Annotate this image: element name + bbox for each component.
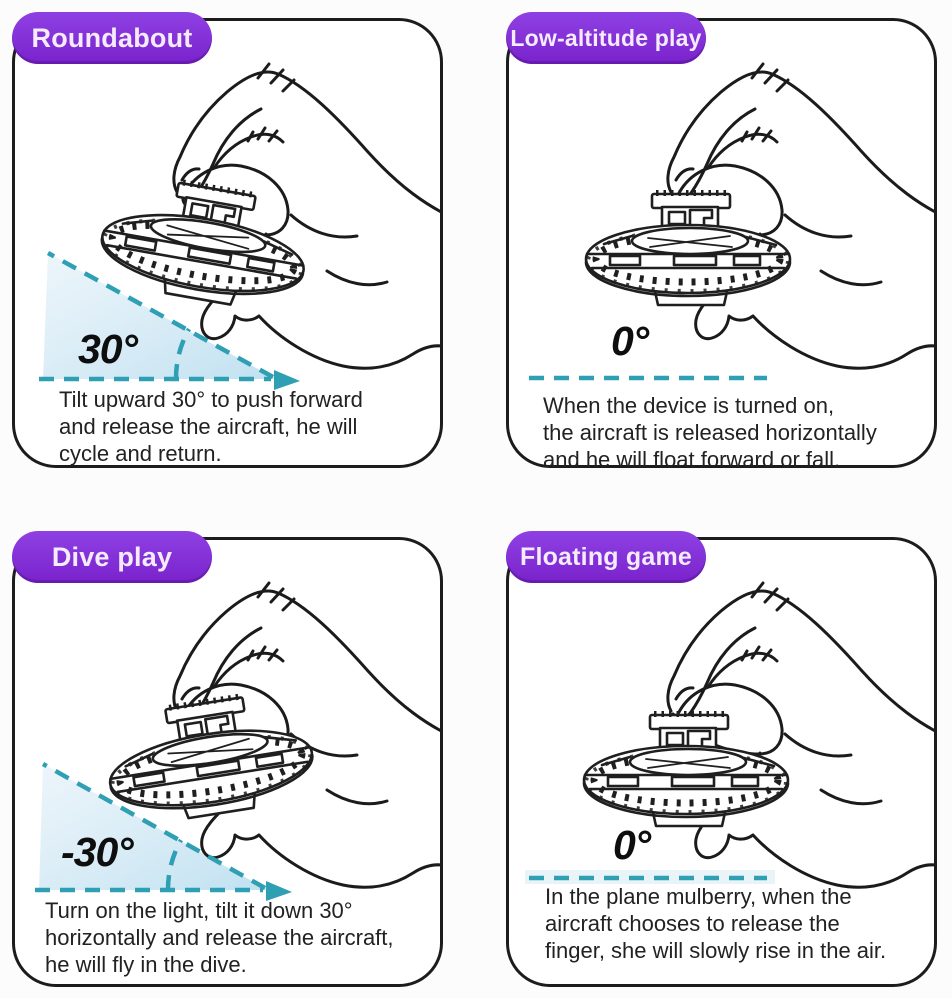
caption-line: the aircraft is released horizontally: [543, 420, 877, 445]
angle-label: 0°: [611, 318, 649, 364]
caption-roundabout: [59, 386, 363, 467]
caption-line: aircraft chooses to release the: [545, 911, 840, 936]
panel-roundabout: [12, 18, 443, 468]
badge-floating-game: Floating game: [506, 531, 706, 583]
caption-floating-game: [545, 883, 886, 964]
caption-dive-play: [45, 897, 394, 978]
badge-low-altitude-play: Low-altitude play: [506, 12, 706, 64]
panel-low-altitude-play: [506, 18, 937, 472]
caption-line: and he will float forward or fall.: [543, 447, 841, 472]
caption-line: cycle and return.: [59, 441, 222, 466]
caption-line: In the plane mulberry, when the: [545, 884, 852, 909]
caption-low-altitude-play: [543, 392, 877, 473]
panel-dive-play: [12, 537, 443, 987]
panel-floating-game: [506, 537, 937, 987]
angle-label: -30°: [61, 829, 133, 875]
caption-line: Turn on the light, tilt it down 30°: [45, 898, 353, 923]
caption-line: When the device is turned on,: [543, 393, 835, 418]
caption-line: horizontally and release the aircraft,: [45, 925, 394, 950]
angle-label: 30°: [78, 326, 138, 372]
drone-illustration: [100, 687, 319, 830]
caption-line: Tilt upward 30° to push forward: [59, 387, 363, 412]
caption-line: and release the aircraft, he will: [59, 414, 358, 439]
caption-line: finger, she will slowly rise in the air.: [545, 938, 887, 963]
angle-label: 0°: [613, 822, 651, 868]
badge-dive-play: Dive play: [12, 531, 212, 583]
badge-roundabout: Roundabout: [12, 12, 212, 64]
caption-line: he will fly in the dive.: [45, 952, 247, 977]
